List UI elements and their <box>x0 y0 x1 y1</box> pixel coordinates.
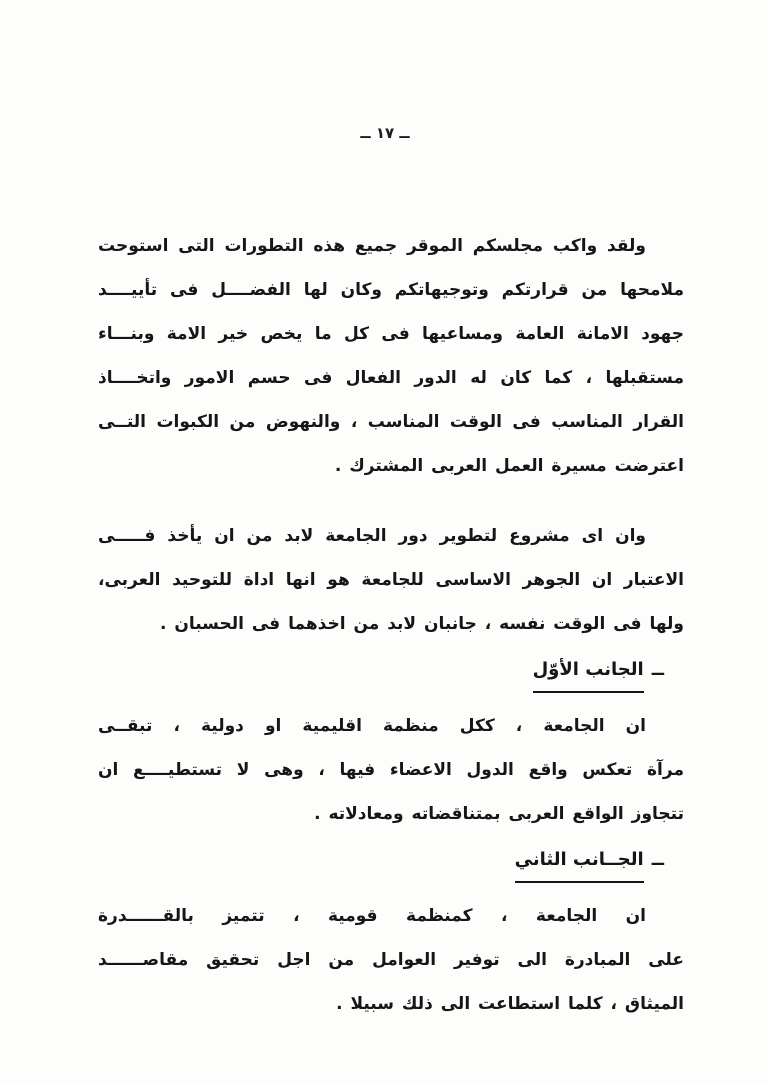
text-line: تتجاوز الواقع العربى بمتناقضاته ومعادلاته . <box>314 804 684 824</box>
page-number: ــ ١٧ ــ <box>360 124 410 142</box>
heading-label: الجانب الأوّل <box>533 656 644 693</box>
text-line: ملامحها من قرارتكم وتوجيهاتكم وكان لها الفضــــل فى تأييــــد <box>98 280 684 300</box>
text-line: مستقبلها ، كما كان له الدور الفعال فى حسم الامور واتخــــاذ <box>98 368 684 388</box>
text-line: ولقد واكب مجلسكم الموقر جميع هذه التطورات التى استوحت <box>98 236 646 256</box>
text-line: الاعتبار ان الجوهر الاساسى للجامعة هو انها اداة للتوحيد العربى، <box>98 570 684 590</box>
text-line: وان اى مشروع لتطوير دور الجامعة لابد من ان يأخذ فـــــى <box>98 526 646 546</box>
text-block <box>98 0 684 1026</box>
section-heading-second <box>98 846 664 884</box>
section-heading-first <box>98 656 664 694</box>
heading-label: الجــانب الثاني <box>515 846 644 883</box>
paragraph-2 <box>98 514 684 646</box>
text-line: مرآة تعكس واقع الدول الاعضاء فيها ، وهى لا تستطيــــع ان <box>98 760 684 780</box>
text-line: الميثاق ، كلما استطاعت الى ذلك سبيلا . <box>336 994 684 1014</box>
paragraph-4 <box>98 894 684 1026</box>
heading-dash: ــ <box>651 659 664 680</box>
text-line: اعترضت مسيرة العمل العربى المشترك . <box>334 456 684 476</box>
text-line: ان الجامعة ، كمنظمة قومية ، تتميز بالقــــــدرة <box>98 906 646 926</box>
text-line: ان الجامعة ، ككل منظمة اقليمية او دولية ، تبقــى <box>98 716 646 736</box>
paragraph-3 <box>98 704 684 836</box>
text-line: ولها فى الوقت نفسه ، جانبان لابد من اخذهما فى الحسبان . <box>159 614 684 634</box>
paragraph-1 <box>98 224 684 488</box>
text-line: على المبادرة الى توفير العوامل من اجل تحقيق مقاصــــــد <box>98 950 684 970</box>
text-line: القرار المناسب فى الوقت المناسب ، والنهوض من الكبوات التــى <box>98 412 684 432</box>
text-line: جهود الامانة العامة ومساعيها فى كل ما يخص خير الامة وبنـــاء <box>98 324 684 344</box>
heading-dash: ــ <box>651 849 664 870</box>
